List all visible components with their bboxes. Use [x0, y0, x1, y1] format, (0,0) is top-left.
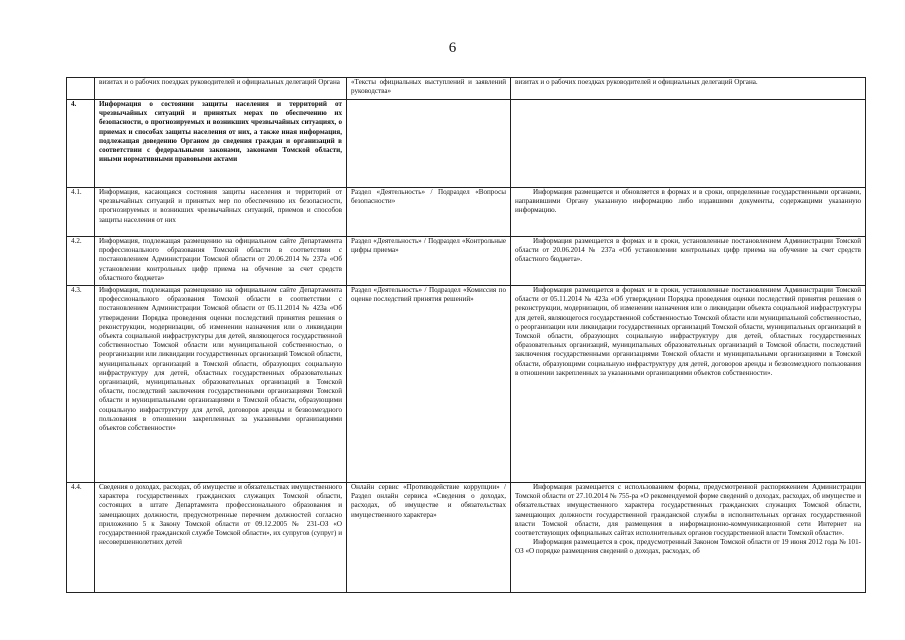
information-name: визитах и о рабочих поездках руководителей и официальных делегаций Органа — [95, 78, 347, 100]
table-row — [67, 286, 866, 483]
row-number: 4. — [67, 100, 95, 188]
placement-terms-text — [515, 483, 861, 591]
table-row — [67, 483, 866, 593]
row-number: 4.1. — [67, 188, 95, 237]
page-number: 6 — [448, 40, 457, 56]
row-number: 4.2. — [67, 237, 95, 286]
information-name: Информация, подлежащая размещению на официальном сайте Департамента профессионального образования Томской области в соответствии с постановлением Администрации Томской области от 05.11.2014 № 423а «Об утверждении Порядка проведения оценки последствий принятия решения о реконструкции, модернизации, об изменении назначения или о ликвидации объекта социальной инфраструктуры для детей, являющегося государственной собственностью Томской области или муниципальной собственностью, о реорганизации или ликвидации государственных организаций Томской области, муниципальных организаций в Томской области, образующих социальную инфраструктуру для детей, областных государственных образовательных организаций, муниципальных образовательных организаций в Томской области, последствий заключения государственными организациями Томской области и муниципальными организациями в Томской области, образующими социальную инфраструктуру для детей, договоров аренды и безвозмездного пользования в отношении закрепленных за указанными организациями объектов собственности» — [95, 286, 347, 483]
site-section: Раздел «Деятельность» / Подраздел «Контрольные цифры приема» — [347, 237, 511, 286]
information-name: Информация, подлежащая размещению на официальном сайте Департамента профессионального образования Томской области в соответствии с постановлением Администрации Томской области от 20.06.2014 № 237а «Об установлении контрольных цифр приема на обучение за счет средств областного бюджета» — [95, 237, 347, 286]
placement-terms-paragraph-1: Информация размещается с использованием формы, предусмотренной распоряжением Администрации Томской области от 27.10.2014 № 755-ра «О рекомендуемой форме сведений о доходах, расходах, об имуществе и обязательствах имущественного характера государственных гражданских служащих Томской области, замещающих должности государственной гражданской службы в исполнительных органах государственной власти Томской области, для размещения в информационно-коммуникационной сети Интернет на соответствующих официальных сайтах исполнительных органов государственной власти Томской области». — [515, 483, 861, 538]
site-section: Раздел «Деятельность» / Подраздел «Вопросы безопасности» — [347, 188, 511, 237]
table-row — [67, 237, 866, 286]
site-section — [347, 100, 511, 188]
row-number: 4.3. — [67, 286, 95, 483]
table-row — [67, 100, 866, 188]
site-section: Раздел «Деятельность» / Подраздел «Комиссия по оценке последствий принятия решений» — [347, 286, 511, 483]
row-number — [67, 483, 95, 593]
table-row — [67, 78, 866, 100]
placement-terms — [511, 483, 866, 593]
information-name — [95, 483, 347, 593]
placement-terms-paragraph-2: Информация размещается в срок, предусмотренный Законом Томской области от 19 июня 2012 года № 101-ОЗ «О порядке размещения сведений о доходах, расходах, об — [515, 538, 861, 556]
site-section-text: Онлайн сервис «Противодействие коррупции» / Раздел онлайн сервиса «Сведения о доходах, расходах, об имуществе и обязательствах имущественного характера» — [351, 483, 506, 519]
information-table — [66, 77, 866, 593]
information-name: Информация о состоянии защиты населения и территорий от чрезвычайных ситуаций и принятых мерах по обеспечению их безопасности, о прогнозируемых и возникших чрезвычайных ситуациях, о приемах и способах защиты населения от них, а также иная информация, подлежащая доведению Органом до сведения граждан и организаций в соответствии с федеральными законами, законами Томской области, иными нормативными правовыми актами — [95, 100, 347, 188]
information-name: Информация, касающаяся состояния защиты населения и территорий от чрезвычайных ситуаций и принятых мер по обеспечению их безопасности, прогнозируемых и возникших чрезвычайных ситуаций, приемов и способов защиты населения от них — [95, 188, 347, 237]
placement-terms — [511, 100, 866, 188]
row-number-text: 4.4. — [71, 483, 82, 491]
placement-terms: визитах и о рабочих поездках руководителей и официальных делегаций Органа. — [511, 78, 866, 100]
placement-terms: Информация размещается в формах и в сроки, установленные постановлением Администрации Томской области от 05.11.2014 № 423а «Об утверждении Порядка проведения оценки последствий принятия решения о реконструкции, модернизации, об изменении назначения или о ликвидации объекта социальной инфраструктуры для детей, являющегося государственной собственностью Томской области или муниципальной собственностью, о реорганизации или ликвидации государственных организаций Томской области, муниципальных организаций в Томской области, образующих социальную инфраструктуру для детей, областных государственных образовательных организаций, муниципальных образовательных организаций в Томской области, последствий заключения государственными организациями Томской области и муниципальными организациями в Томской области, образующими социальную инфраструктуру для детей, договоров аренды и безвозмездного пользования в отношении закрепленных за указанными организациями объектов собственности». — [511, 286, 866, 483]
information-name-text: Сведения о доходах, расходах, об имуществе и обязательствах имущественного характера государственных гражданских служащих Томской области, состоящих в штате Департамента профессионального образования и замещающих должности, предусмотренные перечнем должностей согласно приложению 5 к Закону Томской области от 09.12.2005 № 231-ОЗ «О государственной гражданской службе Томской области», их супругов (супруг) и несовершеннолетних детей — [99, 483, 342, 547]
row-number — [67, 78, 95, 100]
site-section — [347, 483, 511, 593]
site-section: «Тексты официальных выступлений и заявлений руководства» — [347, 78, 511, 100]
table-row — [67, 188, 866, 237]
placement-terms: Информация размещается в формах и в сроки, установленные постановлением Администрации Томской области от 20.06.2014 № 237а «Об установлении контрольных цифр приема на обучение за счет средств областного бюджета». — [511, 237, 866, 286]
placement-terms: Информация размещается и обновляется в формах и в сроки, определенные государственными органами, направившими Органу указанную информацию либо издавшими документы, содержащими указанную информацию. — [511, 188, 866, 237]
